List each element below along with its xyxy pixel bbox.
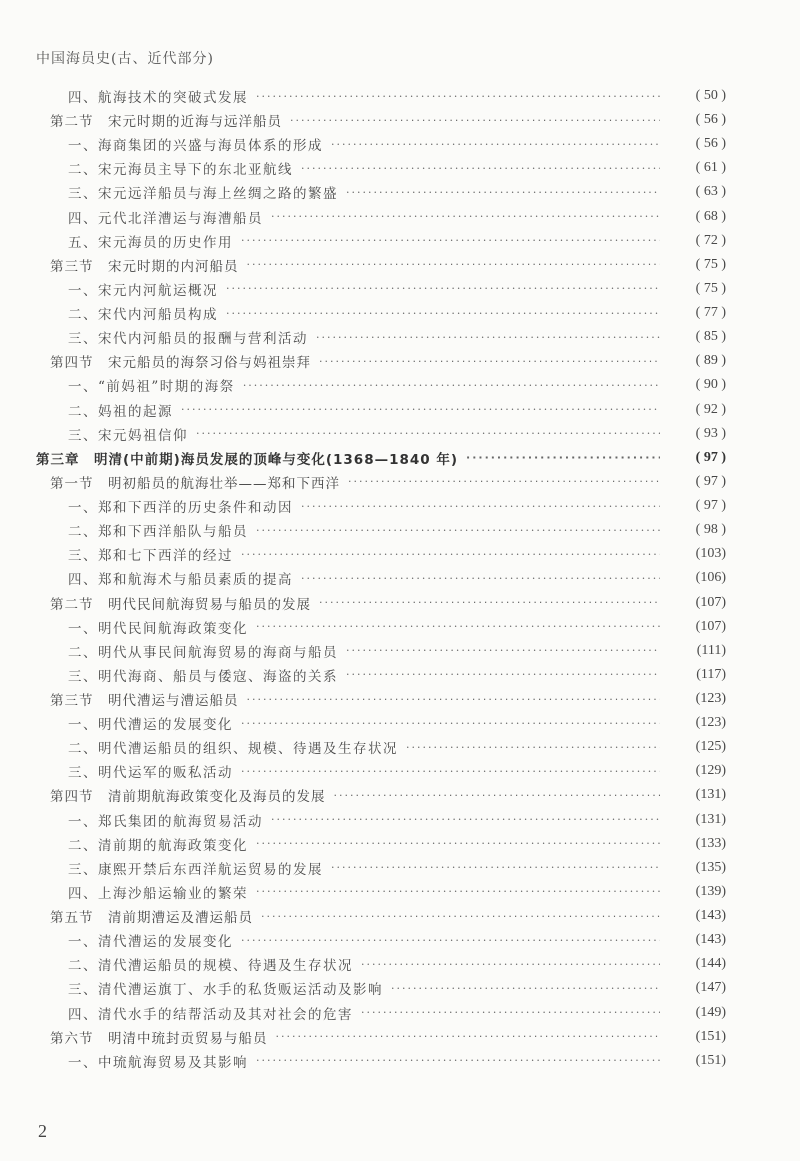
dot-leader <box>346 668 660 681</box>
toc-item <box>68 881 726 903</box>
toc-item <box>68 977 726 999</box>
dot-leader <box>319 596 660 609</box>
toc-page-number: ( 75 ) <box>695 280 726 296</box>
toc-title: 第三节 宋元时期的内河船员 <box>50 258 239 275</box>
toc-page-number: (135) <box>695 859 726 875</box>
dot-leader <box>316 331 660 344</box>
dot-leader <box>247 258 661 271</box>
toc-item <box>68 206 726 228</box>
toc-section <box>50 109 726 131</box>
toc-item <box>68 857 726 879</box>
toc-page-number: ( 92 ) <box>695 401 726 417</box>
toc-page-number: ( 72 ) <box>695 232 726 248</box>
dot-leader <box>243 379 660 392</box>
toc-title: 第三章 明清(中前期)海员发展的顶峰与变化(1368—1840 年) <box>36 451 459 468</box>
toc-page-number: (151) <box>695 1052 726 1068</box>
toc-page-number: ( 97 ) <box>695 473 726 489</box>
toc-title: 四、上海沙船运输业的繁荣 <box>68 885 248 902</box>
toc-page-number: ( 56 ) <box>695 136 726 152</box>
dot-leader <box>256 620 660 633</box>
toc-page-number: ( 85 ) <box>695 329 726 345</box>
toc-title: 一、郑和下西洋的历史条件和动因 <box>68 500 293 517</box>
toc-page-number: (149) <box>695 1004 726 1020</box>
toc-item <box>68 157 726 179</box>
toc-title: 第二节 宋元时期的近海与远洋船员 <box>50 114 282 131</box>
toc-item <box>68 326 726 348</box>
toc-title: 三、明代海商、船员与倭寇、海盗的关系 <box>68 668 338 685</box>
toc-title: 五、宋元海员的历史作用 <box>68 234 233 251</box>
toc-page-number: ( 89 ) <box>695 353 726 369</box>
toc-title: 一、宋元内河航运概况 <box>68 282 218 299</box>
dot-leader <box>361 1006 660 1019</box>
toc-page-number: (103) <box>695 546 726 562</box>
toc-section <box>50 688 726 710</box>
toc-section <box>50 350 726 372</box>
toc-title: 二、宋元海员主导下的东北亚航线 <box>68 162 293 179</box>
toc-item <box>68 85 726 107</box>
toc-title: 四、元代北洋漕运与海漕船员 <box>68 210 263 227</box>
toc-item <box>68 809 726 831</box>
toc-page-number: ( 50 ) <box>695 88 726 103</box>
toc-page-number: ( 97 ) <box>695 498 726 514</box>
toc-page-number: (131) <box>695 811 726 827</box>
toc-section <box>50 1026 726 1048</box>
dot-leader <box>290 114 660 127</box>
toc-item <box>68 1050 726 1072</box>
toc-page-number: ( 77 ) <box>695 305 726 321</box>
toc-item <box>68 833 726 855</box>
dot-leader <box>256 837 660 850</box>
toc-title: 二、妈祖的起源 <box>68 403 173 420</box>
toc-section <box>50 592 726 614</box>
toc-page-number: (107) <box>695 618 726 634</box>
toc-page-number: (151) <box>695 1028 726 1044</box>
dot-leader <box>271 210 660 223</box>
toc-section <box>50 254 726 276</box>
dot-leader <box>334 789 661 802</box>
toc-item <box>68 399 726 421</box>
toc-page-number: (129) <box>695 763 726 779</box>
toc-item <box>68 181 726 203</box>
toc-title: 第二节 明代民间航海贸易与船员的发展 <box>50 596 311 613</box>
toc-section <box>50 471 726 493</box>
toc-item <box>68 736 726 758</box>
toc-title: 一、海商集团的兴盛与海员体系的形成 <box>68 138 323 155</box>
dot-leader <box>241 717 660 730</box>
dot-leader <box>241 234 660 247</box>
toc-title: 三、清代漕运旗丁、水手的私货贩运活动及影响 <box>68 982 383 999</box>
toc-item <box>68 133 726 155</box>
toc-title: 三、宋元妈祖信仰 <box>68 427 188 444</box>
toc-page-number: ( 63 ) <box>695 184 726 200</box>
dot-leader <box>331 138 660 151</box>
toc-page-number: ( 97 ) <box>695 449 726 465</box>
toc-item <box>68 760 726 782</box>
toc-title: 三、郑和七下西洋的经过 <box>68 548 233 565</box>
toc-title: 第四节 宋元船员的海祭习俗与妈祖崇拜 <box>50 355 311 372</box>
toc-item <box>68 495 726 517</box>
toc-title: 二、清前期的航海政策变化 <box>68 837 248 854</box>
toc-item <box>68 953 726 975</box>
toc-title: 一、明代漕运的发展变化 <box>68 717 233 734</box>
dot-leader <box>391 982 660 995</box>
dot-leader <box>256 1054 660 1067</box>
toc-page-number: ( 90 ) <box>695 377 726 393</box>
dot-leader <box>301 572 660 585</box>
dot-leader <box>226 307 660 320</box>
toc-page-number: (123) <box>695 691 726 706</box>
dot-leader <box>466 451 660 464</box>
running-head: 中国海员史(古、近代部分) <box>36 51 214 67</box>
toc-page-number: (117) <box>696 666 726 682</box>
toc-title: 一、明代民间航海政策变化 <box>68 620 248 637</box>
toc-page-number: ( 61 ) <box>695 160 726 176</box>
toc-item <box>68 519 726 541</box>
toc-title: 第五节 清前期漕运及漕运船员 <box>50 910 253 927</box>
toc-item <box>68 712 726 734</box>
toc-item <box>68 543 726 565</box>
dot-leader <box>406 741 660 754</box>
dot-leader <box>261 910 660 923</box>
toc-item <box>68 664 726 686</box>
dot-leader <box>247 693 661 706</box>
toc-title: 二、清代漕运船员的规模、待遇及生存状况 <box>68 958 353 975</box>
toc-title: 第四节 清前期航海政策变化及海员的发展 <box>50 789 326 806</box>
toc-title: 二、明代从事民间航海贸易的海商与船员 <box>68 644 338 661</box>
toc-page-number: (139) <box>695 883 726 899</box>
toc-title: 三、宋元远洋船员与海上丝绸之路的繁盛 <box>68 186 338 203</box>
toc-page-number: ( 93 ) <box>695 425 726 441</box>
toc-page-number: ( 75 ) <box>695 256 726 272</box>
page-number: 2 <box>38 1121 47 1141</box>
toc-title: 四、清代水手的结帮活动及其对社会的危害 <box>68 1006 353 1023</box>
dot-leader <box>346 186 660 199</box>
toc-page-number: (111) <box>696 642 726 658</box>
dot-leader <box>348 475 660 488</box>
dot-leader <box>361 958 660 971</box>
toc-page-number: (133) <box>695 835 726 851</box>
toc-page-number: (106) <box>695 570 726 586</box>
toc-title: 三、康熙开禁后东西洋航运贸易的发展 <box>68 861 323 878</box>
dot-leader <box>226 282 660 295</box>
dot-leader <box>196 427 660 440</box>
dot-leader <box>241 934 660 947</box>
dot-leader <box>241 548 660 561</box>
toc-page-number: (147) <box>695 980 726 996</box>
toc-page-number: (143) <box>695 908 726 924</box>
toc-page-number: ( 68 ) <box>695 208 726 224</box>
toc-item <box>68 616 726 638</box>
dot-leader <box>256 885 660 898</box>
dot-leader <box>331 861 660 874</box>
toc-title: 一、清代漕运的发展变化 <box>68 934 233 951</box>
dot-leader <box>319 355 660 368</box>
toc-title: 四、航海技术的突破式发展 <box>68 90 248 106</box>
toc-item <box>68 302 726 324</box>
toc-section <box>50 905 726 927</box>
toc-page-number: (131) <box>695 787 726 803</box>
toc-item <box>68 423 726 445</box>
toc-page-number: (107) <box>695 594 726 610</box>
toc-page-number: (143) <box>695 932 726 948</box>
dot-leader <box>301 162 660 175</box>
toc-title: 二、明代漕运船员的组织、规模、待遇及生存状况 <box>68 741 398 758</box>
toc-page-number: ( 98 ) <box>695 522 726 538</box>
toc-item <box>68 640 726 662</box>
dot-leader <box>256 524 660 537</box>
toc-section <box>50 784 726 806</box>
toc-chapter <box>36 447 726 469</box>
toc-item <box>68 374 726 396</box>
dot-leader <box>301 500 660 513</box>
dot-leader <box>181 403 660 416</box>
toc-page-number: (125) <box>695 739 726 755</box>
dot-leader <box>346 644 660 657</box>
dot-leader <box>241 765 660 778</box>
toc-title: 第三节 明代漕运与漕运船员 <box>50 693 239 709</box>
toc-page-number: ( 56 ) <box>695 112 726 128</box>
toc-title: 二、宋代内河船员构成 <box>68 307 218 324</box>
dot-leader <box>276 1030 661 1043</box>
toc-title: 三、宋代内河船员的报酬与营利活动 <box>68 331 308 348</box>
toc-item <box>68 230 726 252</box>
toc-title: 二、郑和下西洋船队与船员 <box>68 524 248 541</box>
toc-title: 三、明代运军的贩私活动 <box>68 765 233 782</box>
toc-page-number: (144) <box>695 956 726 972</box>
toc-item <box>68 1002 726 1024</box>
toc-item <box>68 929 726 951</box>
toc-page-number: (123) <box>695 715 726 731</box>
dot-leader <box>271 813 660 826</box>
toc-item <box>68 567 726 589</box>
toc-title: 第一节 明初船员的航海壮举——郑和下西洋 <box>50 475 340 492</box>
dot-leader <box>256 90 660 103</box>
toc-title: 第六节 明清中琉封贡贸易与船员 <box>50 1030 268 1047</box>
toc-title: 四、郑和航海术与船员素质的提高 <box>68 572 293 589</box>
toc-title: 一、郑氏集团的航海贸易活动 <box>68 813 263 830</box>
toc-title: 一、中琉航海贸易及其影响 <box>68 1054 248 1071</box>
toc-title: 一、“前妈祖”时期的海祭 <box>68 379 235 396</box>
toc-item <box>68 278 726 300</box>
